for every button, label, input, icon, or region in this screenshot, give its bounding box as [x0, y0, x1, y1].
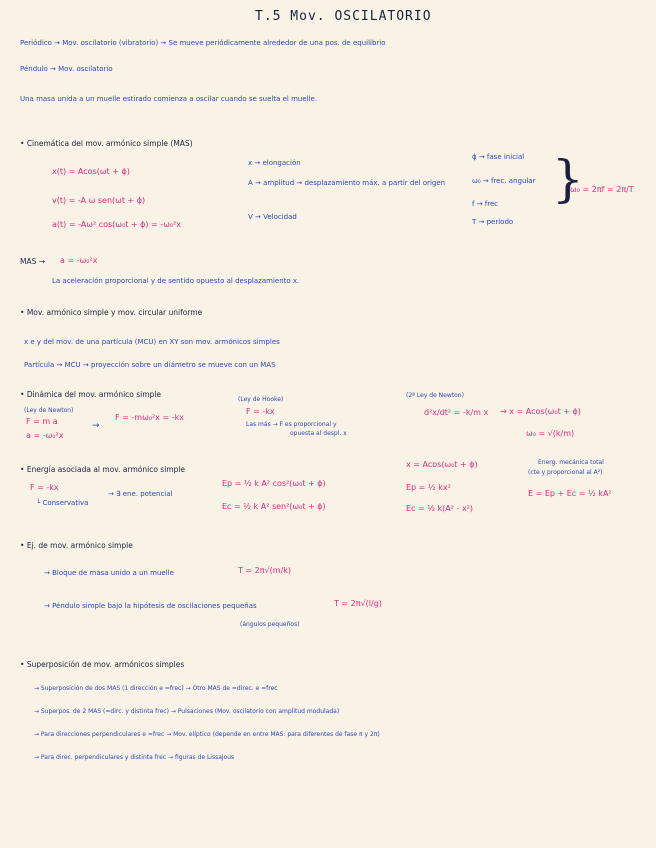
eq-angular-relation: ω₀ = 2πf = 2π/T: [570, 185, 634, 194]
right-brace-icon: }: [552, 150, 584, 208]
hooke-note: (Ley de Hooke): [238, 396, 284, 403]
circular-heading: • Mov. armónico simple y mov. circular uniforme: [20, 308, 203, 317]
kinematics-heading: • Cinemática del mov. armónico simple (MAS): [20, 139, 193, 148]
mech-energy-eq: E = Ep + Ec = ½ kA²: [528, 489, 612, 498]
dynamics-heading: • Dinámica del mov. armónico simple: [20, 390, 162, 399]
mas-label: MAS →: [20, 257, 46, 266]
kinetic-energy-eq: Ec = ½ k A² sen²(ω₀t + ϕ): [222, 502, 326, 511]
superposition-line2: → Superpos. de 2 MAS (=dirc. y distinta frec) → Pulsaciones (Mov. oscilatorio con amplitud modulada): [34, 708, 340, 715]
def-velocity: V → Velocidad: [248, 213, 297, 221]
def-phase: ϕ → fase inicial: [472, 153, 525, 161]
eq-velocity: v(t) = -A ω sen(ωt + ϕ): [52, 196, 146, 205]
page-title: T.5 Mov. OSCILATORIO: [255, 9, 432, 24]
def-angular-freq: ω₀ → frec. angular: [472, 177, 536, 185]
superposition-line1: → Superposición de dos MAS (1 dirección e =frec) → Otro MAS de =direc. e =frec: [34, 685, 278, 692]
second-law-eq: d²x/dt² = -k/m x: [424, 408, 489, 417]
intro-pendulum: Péndulo → Mov. oscilatorio: [20, 65, 113, 73]
def-frequency: f → frec: [472, 200, 499, 208]
second-law-note: (2ª Ley de Newton): [406, 392, 464, 399]
energy-heading-text: Energía asociada al mov. armónico simple: [26, 465, 186, 474]
superposition-heading-text: Superposición de mov. armónicos simples: [26, 660, 185, 669]
newton-eq2: a = -ω₀²x: [26, 431, 64, 440]
circular-line1: x e y del mov. de una partícula (MCU) en XY son mov. armónicos simples: [24, 338, 280, 346]
circular-line2: Partícula → MCU → proyección sobre un diámetro se mueve con un MAS: [24, 361, 276, 369]
def-elongation: x → elongación: [248, 159, 301, 167]
energy-x-eq: x = Acos(ω₀t + ϕ): [406, 460, 478, 469]
examples-heading-text: Ej. de mov. armónico simple: [26, 541, 133, 550]
example-pendulum-note: (ángulos pequeños): [240, 621, 300, 628]
mech-note2: (cte y proporcional al A²): [528, 469, 603, 476]
potential-energy-eq: Ep = ½ k A² cos²(ω₀t + ϕ): [222, 479, 326, 488]
potential-energy-short: Ep = ½ kx²: [406, 483, 451, 492]
hooke-eq: F = -kx: [246, 407, 275, 416]
energy-conservative: └ Conservativa: [36, 499, 89, 507]
hooke-desc1: Las más → F es proporcional y: [246, 421, 337, 428]
eq-position: x(t) = Acos(ωt + ϕ): [52, 167, 130, 176]
second-law-solution: → x = Acos(ω₀t + ϕ): [500, 407, 581, 416]
energy-force: F = -kx: [30, 483, 59, 492]
example-block-eq: T = 2π√(m/k): [238, 566, 292, 575]
omega-eq: ω₀ = √(k/m): [526, 429, 575, 438]
arrow-right-icon: →: [92, 421, 100, 431]
mas-description: La aceleración proporcional y de sentido opuesto al desplazamiento x.: [52, 277, 300, 285]
newton-note: (Ley de Newton): [24, 407, 74, 414]
example-block: → Bloque de masa unido a un muelle: [44, 569, 174, 577]
kinematics-heading-text: Cinemática del mov. armónico simple (MAS): [26, 139, 193, 148]
hooke-desc2: opuesta al despl. x: [290, 430, 347, 437]
superposition-line4: → Para direc. perpendiculares y distinta frec → figuras de Lissajous: [34, 754, 235, 761]
energy-conservative-text: Conservativa: [42, 499, 89, 507]
dynamics-heading-text: Dinámica del mov. armónico simple: [26, 390, 162, 399]
mas-equation: a = -ω₀²x: [60, 256, 98, 265]
examples-heading: • Ej. de mov. armónico simple: [20, 541, 133, 550]
intro-periodic: Periódico → Mov. oscilatorio (vibratorio) → Se mueve periódicamente alrededor de una pos. de equilibrio: [20, 39, 386, 47]
def-amplitude: A → amplitud → desplazamiento máx. a partir del origen: [248, 179, 446, 187]
intro-mass-spring: Una masa unida a un muelle estirado comienza a oscilar cuando se suelta el muelle.: [20, 95, 318, 103]
newton-result: F = -mω₀²x = -kx: [115, 413, 184, 422]
circular-heading-text: Mov. armónico simple y mov. circular uniforme: [26, 308, 203, 317]
example-pendulum: → Péndulo simple bajo la hipótesis de oscilaciones pequeñas: [44, 602, 257, 610]
eq-acceleration: a(t) = -Aω² cos(ω₀t + ϕ) = -ω₀²x: [52, 220, 182, 229]
superposition-line3: → Para direcciones perpendiculares e =frec → Mov. elíptico (depende en entre MAS: para diferentes de fase π y 2π): [34, 731, 380, 738]
newton-eq1: F = m a: [26, 417, 58, 426]
energy-heading: • Energía asociada al mov. armónico simple: [20, 465, 186, 474]
def-period: T → periodo: [472, 218, 514, 226]
energy-potential-note: → ∃ ene. potencial: [108, 490, 173, 498]
kinetic-energy-short: Ec = ½ k(A² - x²): [406, 504, 474, 513]
example-pendulum-eq: T = 2π√(l/g): [334, 599, 382, 608]
superposition-heading: • Superposición de mov. armónicos simples: [20, 660, 185, 669]
mech-note1: Energ. mecánica total: [538, 459, 604, 466]
